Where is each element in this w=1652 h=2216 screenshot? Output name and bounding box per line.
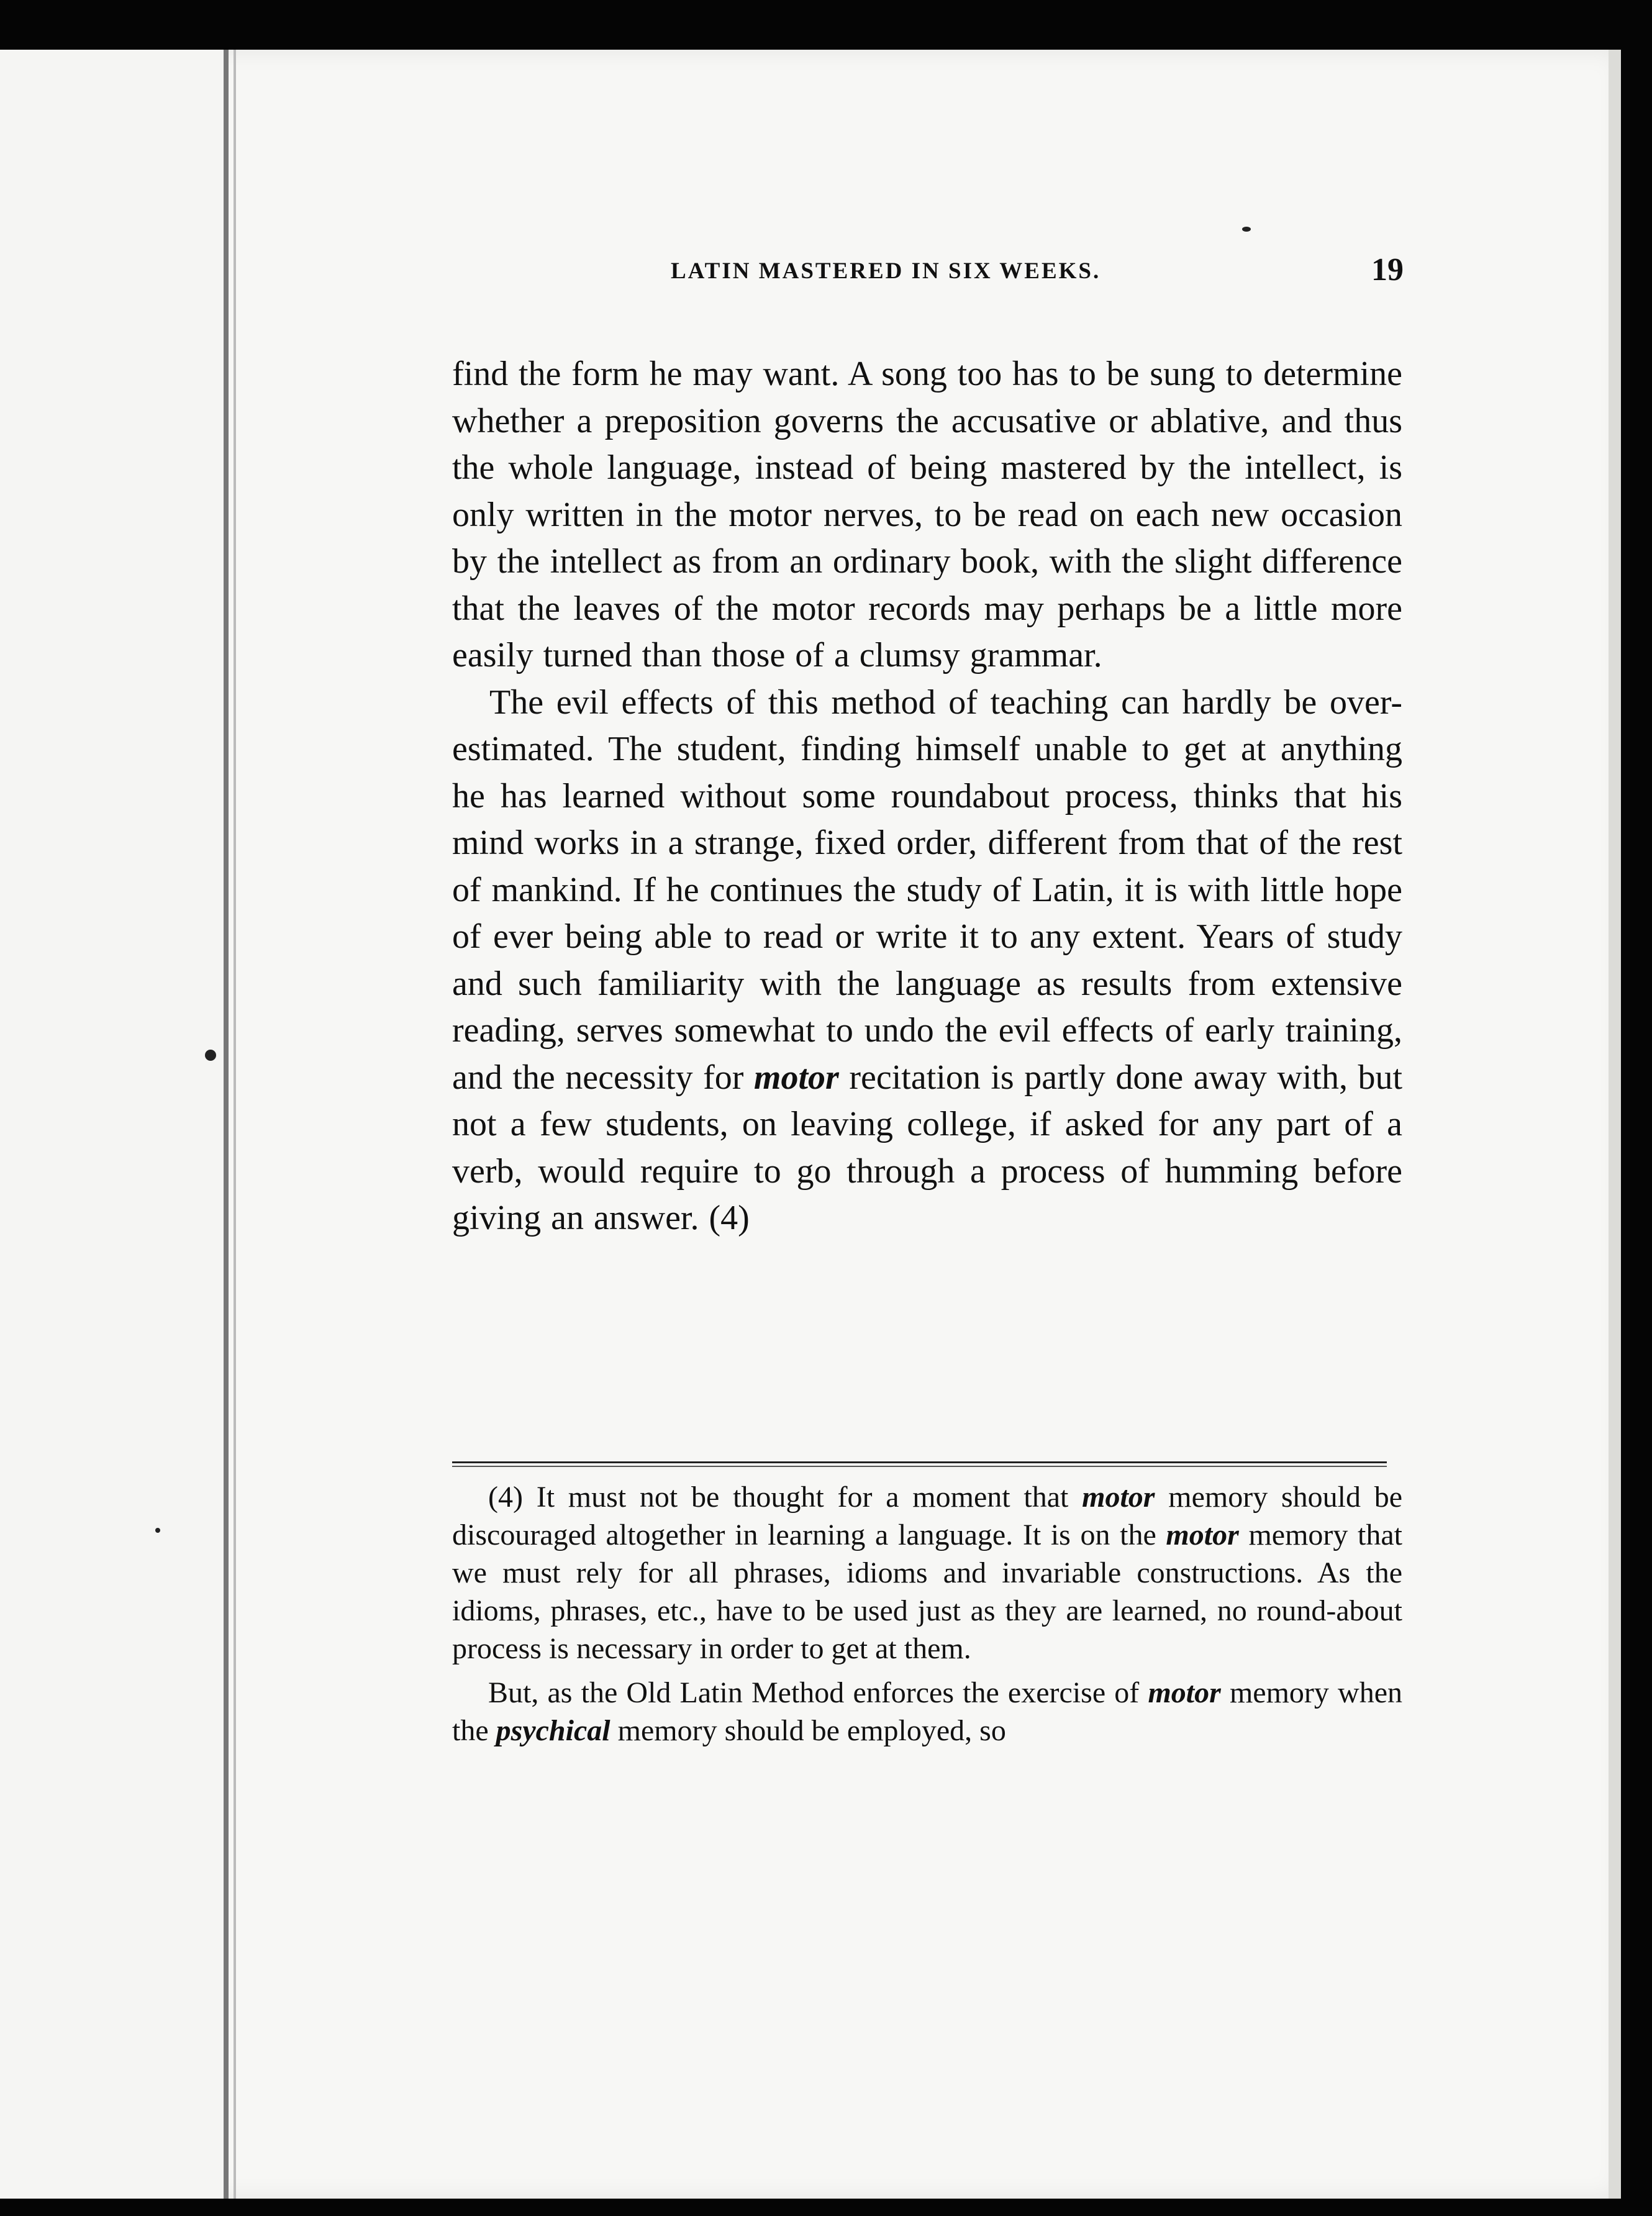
- italic-term: motor: [753, 1058, 839, 1097]
- italic-term: motor: [1082, 1481, 1155, 1514]
- right-page-edge: [1609, 50, 1621, 2199]
- footnote-text-span: memory should be employed, so: [617, 1714, 1006, 1747]
- footnote-divider-shadow: [452, 1466, 1387, 1467]
- running-header: [671, 252, 1404, 301]
- left-page-edge: [0, 50, 227, 2199]
- main-text: [452, 351, 1402, 1242]
- italic-term: motor: [1148, 1676, 1221, 1709]
- footnote-paragraph: [452, 1674, 1402, 1750]
- footnote-text-span: memory should be discouraged altogether in learning a language. It is on the: [452, 1481, 1403, 1551]
- footnote-text-span: (4) It must not be thought for a moment that: [488, 1481, 1069, 1514]
- footnote: [452, 1478, 1402, 1750]
- scan-speck: [205, 1050, 216, 1061]
- footnote-text-span: But, as the Old Latin Method enforces the exercise of: [488, 1676, 1140, 1709]
- footnote-text-span: memory when the: [452, 1676, 1403, 1747]
- footnote-paragraph: [452, 1478, 1402, 1668]
- italic-term: motor: [1166, 1519, 1239, 1551]
- running-header-title: LATIN MASTERED IN SIX WEEKS.: [671, 258, 1101, 284]
- page-gutter: [224, 50, 229, 2199]
- body-text-span: recitation is partly done away with, but not a few students, on leaving college, if asked for any part of a verb, would require to go through a process of humming before giving an answer. (4): [452, 1058, 1403, 1237]
- footnote-text-span: memory that we must rely for all phrases, idioms and invariable constructions. As the idioms, phrases, etc., have to be used just as they are learned, no round-about process is necessary in order to get at them.: [452, 1519, 1403, 1665]
- italic-term: psychical: [496, 1714, 610, 1747]
- footnote-divider: [452, 1461, 1387, 1463]
- page-gutter-shadow: [234, 50, 236, 2199]
- scan-speck: [155, 1528, 160, 1533]
- body-paragraph: [452, 679, 1402, 1242]
- body-paragraph: find the form he may want. A song too has to be sung to determine whether a preposition governs the accusative or ablative, and thus the whole language, instead of being mastered by the intellect, is only written in the motor nerves, to be read on each new occasion by the intellect as from an ordinary book, with the slight difference that the leaves of the motor records may perhaps be a little more easily turned than those of a clumsy grammar.: [452, 355, 1402, 674]
- scan-speck: [1242, 227, 1251, 232]
- page-number: 19: [1371, 252, 1404, 288]
- body-text-span: The evil effects of this method of teaching can hardly be over-estimated. The student, finding himself unable to get at anything he has learned without some roundabout process, thinks that his mind works in a strange, fixed order, different from that of the rest of mankind. If he continues the study of Latin, it is with little hope of ever being able to read or write it to any extent. Years of study and such familiarity with the language as results from extensive reading, serves somewhat to undo the evil effects of early training, and the necessity for: [452, 683, 1402, 1097]
